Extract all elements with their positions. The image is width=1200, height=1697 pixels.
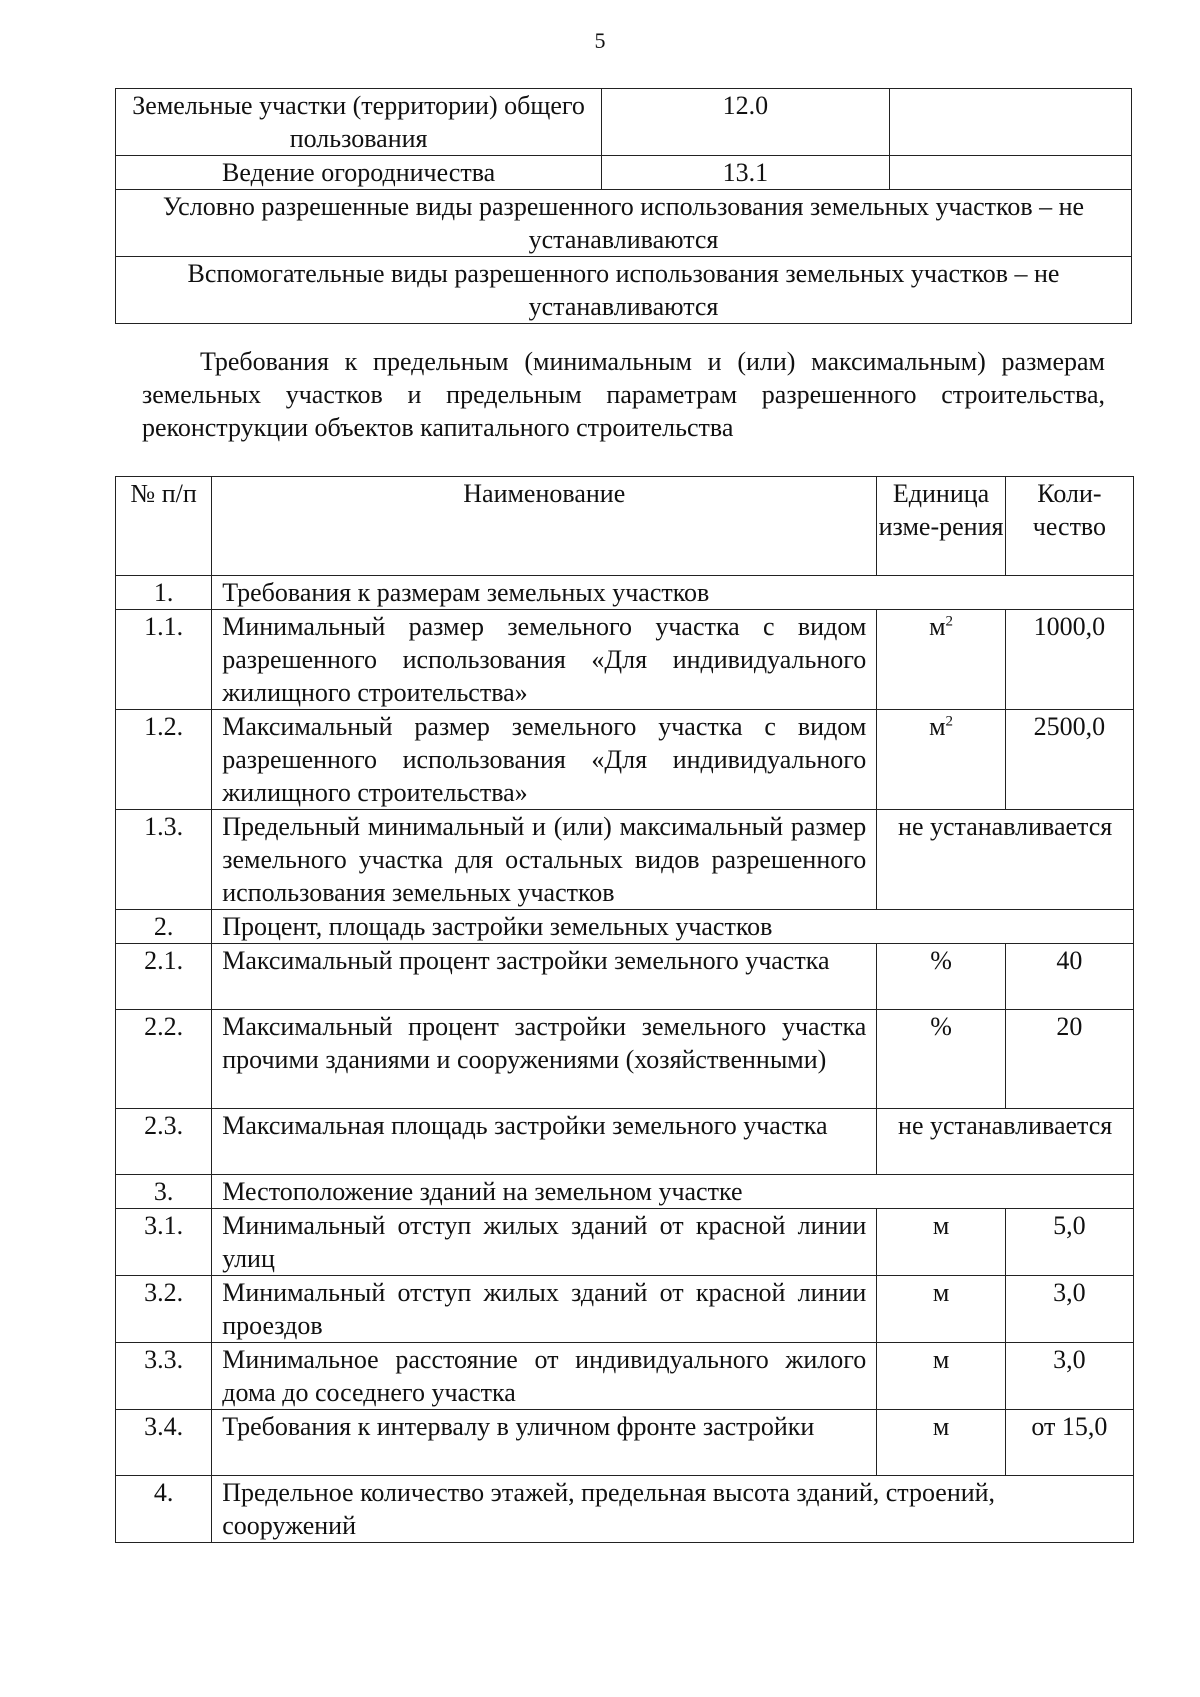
row-number: 3. (116, 1175, 212, 1209)
section-row (116, 1175, 1134, 1209)
row-number: 1.2. (116, 710, 212, 810)
unit-cell (877, 1010, 1006, 1109)
row-number: 3.3. (116, 1343, 212, 1410)
table-row (116, 710, 1134, 810)
section-row (116, 1476, 1134, 1543)
row-number: 1. (116, 576, 212, 610)
unit-cell (877, 1343, 1006, 1410)
section-title: Предельное количество этажей, предельная высота зданий, строений, сооружений (212, 1476, 1134, 1543)
use-code-cell: 13.1 (602, 156, 889, 190)
section-title: Процент, площадь застройки земельных участков (212, 910, 1134, 944)
requirement-name: Максимальный размер земельного участка с видом разрешенного использования «Для индивидуального жилищного строительства» (212, 710, 877, 810)
unit-cell (877, 1209, 1006, 1276)
unit-text: % (930, 1012, 952, 1041)
table-row (116, 1010, 1134, 1109)
table-row (116, 1276, 1134, 1343)
requirement-name: Максимальный процент застройки земельного участка прочими зданиями и сооружениями (хозяйственными) (212, 1010, 877, 1109)
requirement-name: Максимальная площадь застройки земельного участка (212, 1109, 877, 1175)
row-number: 4. (116, 1476, 212, 1543)
conditional-uses-note: Условно разрешенные виды разрешенного использования земельных участков – не устанавливаются (116, 190, 1132, 257)
requirement-name: Минимальный отступ жилых зданий от красной линии проездов (212, 1276, 877, 1343)
requirement-name: Предельный минимальный и (или) максимальный размер земельного участка для остальных видов разрешенного использования земельных участков (212, 810, 877, 910)
row-number: 2.3. (116, 1109, 212, 1175)
requirement-name: Минимальный отступ жилых зданий от красной линии улиц (212, 1209, 877, 1276)
unit-text: м (932, 1412, 950, 1441)
table-row (116, 190, 1132, 257)
empty-cell (889, 156, 1131, 190)
requirement-name: Требования к интервалу в уличном фронте застройки (212, 1410, 877, 1476)
row-number: 3.4. (116, 1410, 212, 1476)
table-row (116, 944, 1134, 1010)
quantity-cell: 40 (1005, 944, 1133, 1010)
row-number: 3.2. (116, 1276, 212, 1343)
unit-superscript: 2 (945, 713, 954, 730)
row-number: 2. (116, 910, 212, 944)
requirements-table (115, 476, 1134, 1543)
quantity-cell: 2500,0 (1005, 710, 1133, 810)
quantity-cell: от 15,0 (1005, 1410, 1133, 1476)
section-row (116, 910, 1134, 944)
land-use-table (115, 88, 1132, 324)
auxiliary-uses-note: Вспомогательные виды разрешенного использования земельных участков – не устанавливаются (116, 257, 1132, 324)
quantity-cell: 1000,0 (1005, 610, 1133, 710)
page-number: 5 (594, 28, 606, 53)
unit-cell (877, 710, 1006, 810)
table-row (116, 1343, 1134, 1410)
section-row (116, 576, 1134, 610)
quantity-cell: 3,0 (1005, 1276, 1133, 1343)
header-num: № п/п (116, 477, 212, 576)
unit-text: м (932, 1211, 950, 1240)
table-row (116, 610, 1134, 710)
unit-cell (877, 610, 1006, 710)
unit-cell (877, 1410, 1006, 1476)
unit-text: м (932, 1278, 950, 1307)
section-title: Требования к размерам земельных участков (212, 576, 1134, 610)
table-row (116, 1109, 1134, 1175)
table-row (116, 1410, 1134, 1476)
row-number: 3.1. (116, 1209, 212, 1276)
merged-value: не устанавливается (877, 1109, 1134, 1175)
header-unit: Единица изме-рения (877, 477, 1006, 576)
row-number: 2.1. (116, 944, 212, 1010)
merged-value: не устанавливается (877, 810, 1134, 910)
unit-text: м (932, 1345, 950, 1374)
requirement-name: Минимальное расстояние от индивидуального жилого дома до соседнего участка (212, 1343, 877, 1410)
use-code-cell: 12.0 (602, 89, 889, 156)
table-row (116, 156, 1132, 190)
requirements-heading-text: Требования к предельным (минимальным и (или) максимальным) размерам земельных участков и предельным параметрам разрешенного строительства, реконструкции объектов капитального строительства (142, 347, 1105, 442)
header-row (116, 477, 1134, 576)
quantity-cell: 3,0 (1005, 1343, 1133, 1410)
header-qty: Коли-чество (1005, 477, 1133, 576)
unit-cell (877, 944, 1006, 1010)
unit-text: м (929, 712, 946, 741)
unit-cell (877, 1276, 1006, 1343)
row-number: 2.2. (116, 1010, 212, 1109)
requirements-heading (142, 345, 1105, 444)
requirement-name: Минимальный размер земельного участка с видом разрешенного использования «Для индивидуального жилищного строительства» (212, 610, 877, 710)
row-number: 1.1. (116, 610, 212, 710)
quantity-cell: 20 (1005, 1010, 1133, 1109)
use-name-cell: Ведение огородничества (116, 156, 602, 190)
row-number: 1.3. (116, 810, 212, 910)
table-row (116, 1209, 1134, 1276)
quantity-cell: 5,0 (1005, 1209, 1133, 1276)
table-row (116, 810, 1134, 910)
empty-cell (889, 89, 1131, 156)
unit-superscript: 2 (945, 613, 954, 630)
section-title: Местоположение зданий на земельном участке (212, 1175, 1134, 1209)
requirement-name: Максимальный процент застройки земельного участка (212, 944, 877, 1010)
table-row (116, 257, 1132, 324)
header-name: Наименование (212, 477, 877, 576)
unit-text: м (929, 612, 946, 641)
table-row (116, 89, 1132, 156)
use-name-cell: Земельные участки (территории) общего пользования (116, 89, 602, 156)
unit-text: % (930, 946, 952, 975)
